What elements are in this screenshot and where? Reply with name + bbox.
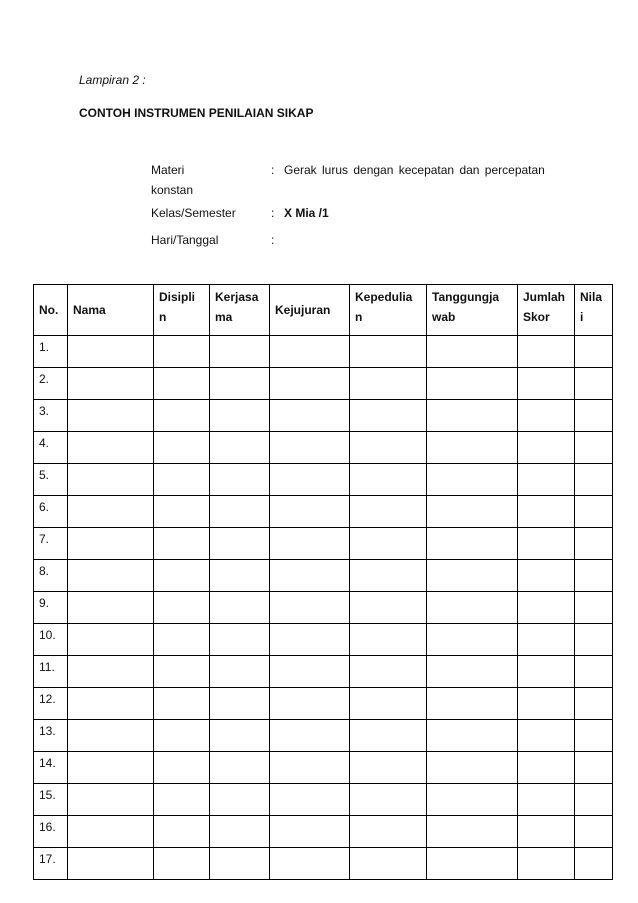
kelas-colon: : [271, 206, 275, 220]
cell-kerjasama[interactable] [210, 432, 270, 464]
cell-tanggungjawab[interactable] [427, 816, 518, 848]
cell-tanggungjawab[interactable] [427, 400, 518, 432]
row-number: 17. [34, 848, 68, 880]
cell-kepedulian[interactable] [350, 400, 427, 432]
cell-nilai[interactable] [575, 368, 613, 400]
header-nilai [575, 285, 613, 336]
cell-nilai[interactable] [575, 688, 613, 720]
cell-jumlah-skor[interactable] [518, 400, 575, 432]
header-tanggungjawab-line1: Tanggungja [432, 290, 500, 304]
cell-disiplin[interactable] [154, 496, 210, 528]
cell-tanggungjawab[interactable] [427, 336, 518, 368]
cell-jumlah-skor[interactable] [518, 784, 575, 816]
cell-kerjasama[interactable] [210, 688, 270, 720]
table-row [34, 848, 613, 880]
row-number: 6. [34, 496, 68, 528]
row-number: 11. [34, 656, 68, 688]
cell-jumlah-skor[interactable] [518, 336, 575, 368]
materi-colon: : [271, 163, 275, 177]
header-jumlah-line2: Skor [523, 310, 550, 324]
cell-nama[interactable] [68, 720, 154, 752]
cell-kejujuran[interactable] [270, 816, 350, 848]
cell-nilai[interactable] [575, 464, 613, 496]
cell-tanggungjawab[interactable] [427, 848, 518, 880]
table-row [34, 368, 613, 400]
cell-disiplin[interactable] [154, 784, 210, 816]
cell-kepedulian[interactable] [350, 752, 427, 784]
document-title: CONTOH INSTRUMEN PENILAIAN SIKAP [79, 106, 314, 120]
cell-kejujuran[interactable] [270, 624, 350, 656]
cell-nama[interactable] [68, 656, 154, 688]
cell-tanggungjawab[interactable] [427, 752, 518, 784]
cell-nilai[interactable] [575, 560, 613, 592]
cell-nilai[interactable] [575, 432, 613, 464]
cell-disiplin[interactable] [154, 464, 210, 496]
cell-jumlah-skor[interactable] [518, 720, 575, 752]
cell-kepedulian[interactable] [350, 464, 427, 496]
cell-nama[interactable] [68, 816, 154, 848]
cell-disiplin[interactable] [154, 336, 210, 368]
cell-kepedulian[interactable] [350, 656, 427, 688]
header-disiplin [154, 285, 210, 336]
table-row [34, 336, 613, 368]
header-kepedulian-line1: Kepedulia [355, 290, 413, 304]
cell-nilai[interactable] [575, 496, 613, 528]
row-number: 7. [34, 528, 68, 560]
cell-nama[interactable] [68, 368, 154, 400]
cell-nama[interactable] [68, 464, 154, 496]
table-row [34, 752, 613, 784]
cell-disiplin[interactable] [154, 848, 210, 880]
cell-nama[interactable] [68, 400, 154, 432]
cell-jumlah-skor[interactable] [518, 368, 575, 400]
cell-jumlah-skor[interactable] [518, 688, 575, 720]
lampiran-label: Lampiran 2 : [79, 73, 146, 87]
cell-tanggungjawab[interactable] [427, 464, 518, 496]
materi-label-line1: Materi [151, 163, 185, 177]
cell-kejujuran[interactable] [270, 464, 350, 496]
cell-kepedulian[interactable] [350, 432, 427, 464]
cell-tanggungjawab[interactable] [427, 624, 518, 656]
cell-kerjasama[interactable] [210, 464, 270, 496]
table-row [34, 464, 613, 496]
table-row [34, 624, 613, 656]
cell-tanggungjawab[interactable] [427, 688, 518, 720]
cell-kepedulian[interactable] [350, 624, 427, 656]
header-no: No. [34, 285, 68, 336]
cell-nilai[interactable] [575, 816, 613, 848]
cell-kejujuran[interactable] [270, 400, 350, 432]
cell-nama[interactable] [68, 336, 154, 368]
cell-disiplin[interactable] [154, 752, 210, 784]
row-number: 5. [34, 464, 68, 496]
cell-kerjasama[interactable] [210, 624, 270, 656]
cell-kejujuran[interactable] [270, 496, 350, 528]
row-number: 9. [34, 592, 68, 624]
header-kepedulian [350, 285, 427, 336]
cell-kejujuran[interactable] [270, 336, 350, 368]
header-kejujuran: Kejujuran [270, 285, 350, 336]
row-number: 16. [34, 816, 68, 848]
cell-disiplin[interactable] [154, 592, 210, 624]
materi-value: Gerak lurus dengan kecepatan dan percepatan [284, 163, 545, 177]
table-row [34, 560, 613, 592]
header-tanggungjawab-line2: wab [432, 310, 456, 324]
table-body [34, 336, 613, 880]
cell-nilai[interactable] [575, 624, 613, 656]
cell-kerjasama[interactable] [210, 528, 270, 560]
assessment-table [33, 284, 613, 880]
cell-nama[interactable] [68, 560, 154, 592]
row-number: 1. [34, 336, 68, 368]
row-number: 15. [34, 784, 68, 816]
cell-tanggungjawab[interactable] [427, 560, 518, 592]
cell-kepedulian[interactable] [350, 848, 427, 880]
header-nilai-line2: i [580, 310, 584, 324]
header-tanggungjawab [427, 285, 518, 336]
header-nilai-line1: Nila [580, 290, 603, 304]
table-row [34, 496, 613, 528]
cell-kepedulian[interactable] [350, 528, 427, 560]
cell-jumlah-skor[interactable] [518, 848, 575, 880]
cell-nilai[interactable] [575, 784, 613, 816]
cell-kepedulian[interactable] [350, 592, 427, 624]
cell-disiplin[interactable] [154, 624, 210, 656]
cell-nilai[interactable] [575, 848, 613, 880]
cell-tanggungjawab[interactable] [427, 432, 518, 464]
cell-tanggungjawab[interactable] [427, 368, 518, 400]
header-kepedulian-line2: n [355, 310, 363, 324]
cell-kerjasama[interactable] [210, 656, 270, 688]
table-row [34, 688, 613, 720]
cell-kejujuran[interactable] [270, 688, 350, 720]
cell-nama[interactable] [68, 528, 154, 560]
cell-kepedulian[interactable] [350, 720, 427, 752]
cell-disiplin[interactable] [154, 720, 210, 752]
cell-kepedulian[interactable] [350, 560, 427, 592]
table-row [34, 592, 613, 624]
cell-nilai[interactable] [575, 528, 613, 560]
cell-kerjasama[interactable] [210, 368, 270, 400]
table-row [34, 400, 613, 432]
cell-nama[interactable] [68, 784, 154, 816]
cell-kejujuran[interactable] [270, 432, 350, 464]
cell-jumlah-skor[interactable] [518, 496, 575, 528]
cell-jumlah-skor[interactable] [518, 816, 575, 848]
row-number: 4. [34, 432, 68, 464]
cell-kerjasama[interactable] [210, 592, 270, 624]
cell-disiplin[interactable] [154, 560, 210, 592]
cell-nama[interactable] [68, 496, 154, 528]
cell-tanggungjawab[interactable] [427, 592, 518, 624]
cell-jumlah-skor[interactable] [518, 432, 575, 464]
cell-disiplin[interactable] [154, 528, 210, 560]
table-row [34, 720, 613, 752]
cell-disiplin[interactable] [154, 368, 210, 400]
cell-kejujuran[interactable] [270, 528, 350, 560]
cell-disiplin[interactable] [154, 400, 210, 432]
cell-tanggungjawab[interactable] [427, 528, 518, 560]
cell-nilai[interactable] [575, 336, 613, 368]
row-number: 14. [34, 752, 68, 784]
table-row [34, 656, 613, 688]
cell-jumlah-skor[interactable] [518, 624, 575, 656]
cell-tanggungjawab[interactable] [427, 496, 518, 528]
cell-kejujuran[interactable] [270, 784, 350, 816]
cell-nilai[interactable] [575, 720, 613, 752]
row-number: 13. [34, 720, 68, 752]
cell-kejujuran[interactable] [270, 752, 350, 784]
materi-label [151, 160, 266, 200]
cell-kejujuran[interactable] [270, 592, 350, 624]
cell-kerjasama[interactable] [210, 816, 270, 848]
row-number: 8. [34, 560, 68, 592]
cell-kerjasama[interactable] [210, 848, 270, 880]
header-disiplin-line1: Disipli [159, 290, 196, 304]
header-kerjasama-line2: ma [215, 310, 233, 324]
table-row [34, 528, 613, 560]
cell-nilai[interactable] [575, 592, 613, 624]
cell-kepedulian[interactable] [350, 816, 427, 848]
cell-kerjasama[interactable] [210, 720, 270, 752]
cell-disiplin[interactable] [154, 432, 210, 464]
row-number: 10. [34, 624, 68, 656]
cell-tanggungjawab[interactable] [427, 656, 518, 688]
header-nama: Nama [68, 285, 154, 336]
cell-kepedulian[interactable] [350, 336, 427, 368]
cell-nama[interactable] [68, 688, 154, 720]
table-row [34, 784, 613, 816]
header-kerjasama [210, 285, 270, 336]
cell-nama[interactable] [68, 432, 154, 464]
hari-label: Hari/Tanggal [151, 233, 219, 247]
kelas-value: X Mia /1 [284, 206, 329, 220]
cell-jumlah-skor[interactable] [518, 592, 575, 624]
cell-kejujuran[interactable] [270, 368, 350, 400]
cell-nama[interactable] [68, 752, 154, 784]
cell-kejujuran[interactable] [270, 848, 350, 880]
header-disiplin-line2: n [159, 310, 167, 324]
cell-kerjasama[interactable] [210, 496, 270, 528]
cell-kepedulian[interactable] [350, 496, 427, 528]
cell-nilai[interactable] [575, 752, 613, 784]
cell-jumlah-skor[interactable] [518, 464, 575, 496]
row-number: 12. [34, 688, 68, 720]
cell-tanggungjawab[interactable] [427, 784, 518, 816]
cell-disiplin[interactable] [154, 688, 210, 720]
cell-nama[interactable] [68, 624, 154, 656]
table-row [34, 432, 613, 464]
header-jumlah-line1: Jumlah [523, 290, 566, 304]
cell-jumlah-skor[interactable] [518, 656, 575, 688]
cell-kejujuran[interactable] [270, 656, 350, 688]
row-number: 3. [34, 400, 68, 432]
cell-jumlah-skor[interactable] [518, 528, 575, 560]
cell-kerjasama[interactable] [210, 400, 270, 432]
header-jumlah-skor [518, 285, 575, 336]
kelas-label: Kelas/Semester [151, 206, 236, 220]
materi-label-line2: konstan [151, 183, 194, 197]
cell-nama[interactable] [68, 848, 154, 880]
cell-kejujuran[interactable] [270, 720, 350, 752]
cell-kejujuran[interactable] [270, 560, 350, 592]
cell-kerjasama[interactable] [210, 784, 270, 816]
cell-kepedulian[interactable] [350, 688, 427, 720]
header-kerjasama-line1: Kerjasa [215, 290, 259, 304]
cell-nama[interactable] [68, 592, 154, 624]
row-number: 2. [34, 368, 68, 400]
cell-kepedulian[interactable] [350, 368, 427, 400]
cell-tanggungjawab[interactable] [427, 720, 518, 752]
table-row [34, 816, 613, 848]
cell-jumlah-skor[interactable] [518, 752, 575, 784]
cell-disiplin[interactable] [154, 816, 210, 848]
cell-kerjasama[interactable] [210, 752, 270, 784]
cell-kerjasama[interactable] [210, 560, 270, 592]
cell-nilai[interactable] [575, 400, 613, 432]
cell-nilai[interactable] [575, 656, 613, 688]
hari-colon: : [271, 233, 275, 247]
cell-jumlah-skor[interactable] [518, 560, 575, 592]
cell-kerjasama[interactable] [210, 336, 270, 368]
cell-kepedulian[interactable] [350, 784, 427, 816]
table-header-row [34, 285, 613, 336]
cell-disiplin[interactable] [154, 656, 210, 688]
